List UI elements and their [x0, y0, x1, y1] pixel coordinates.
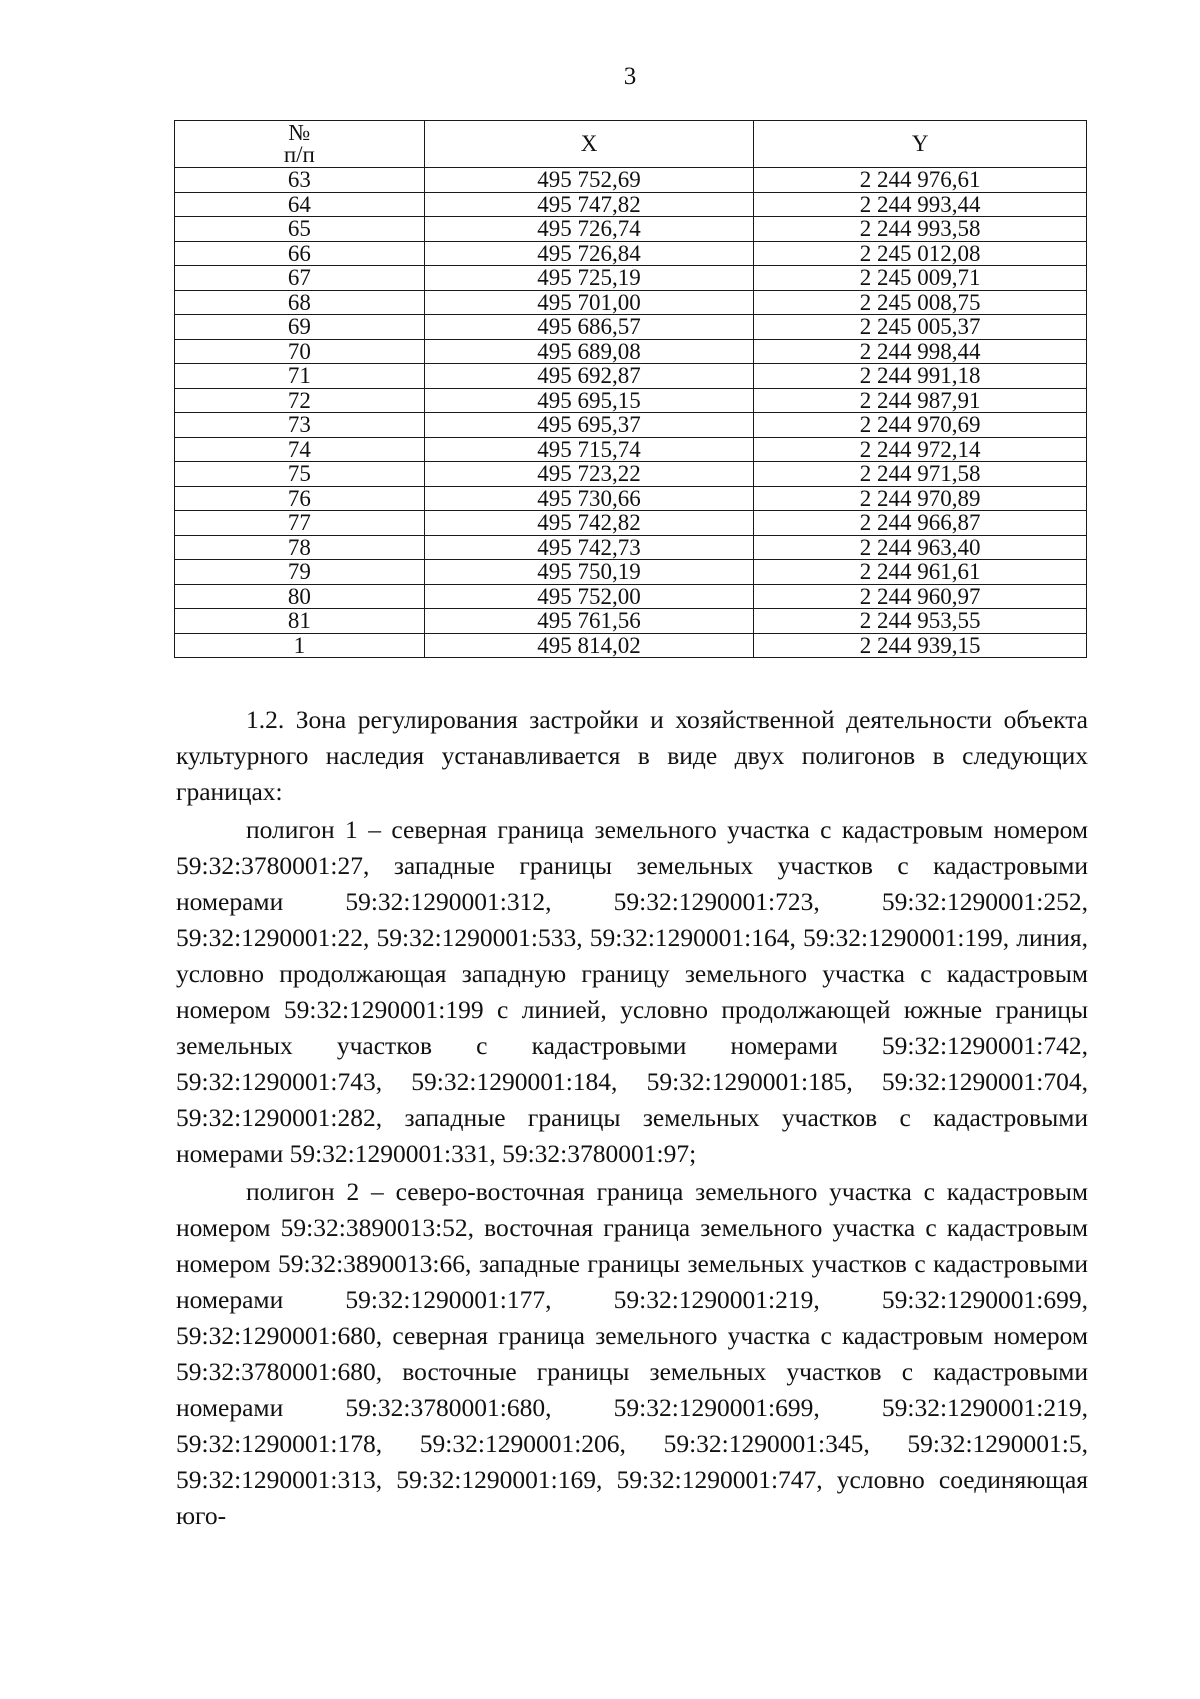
cell-number: 79 [175, 560, 425, 585]
table-row [175, 266, 1087, 291]
cell-y: 2 244 953,55 [754, 609, 1087, 634]
table-row [175, 217, 1087, 242]
coordinates-table [174, 120, 1087, 658]
body-text [176, 702, 1088, 1536]
cell-x: 495 814,02 [424, 633, 754, 658]
cell-y: 2 245 008,75 [754, 290, 1087, 315]
cell-y: 2 244 993,44 [754, 192, 1087, 217]
cell-number: 71 [175, 364, 425, 389]
cell-y: 2 244 972,14 [754, 437, 1087, 462]
cell-y: 2 245 012,08 [754, 241, 1087, 266]
table-row [175, 609, 1087, 634]
table-row [175, 462, 1087, 487]
table-row [175, 339, 1087, 364]
table-row [175, 192, 1087, 217]
cell-x: 495 725,19 [424, 266, 754, 291]
cell-number: 65 [175, 217, 425, 242]
cell-y: 2 244 970,69 [754, 413, 1087, 438]
paragraph-polygon-2: полигон 2 – северо-восточная граница земельного участка с кадастровым номером 59:32:3890013:52, восточная граница земельного участка с кадастровым номером 59:32:3890013:66, западные границы земельных участков с кадастровыми номерами 59:32:1290001:177, 59:32:1290001:219, 59:32:1290001:699, 59:32:1290001:680, северная граница земельного участка с кадастровым номером 59:32:3780001:680, восточные границы земельных участков с кадастровыми номерами 59:32:3780001:680, 59:32:1290001:699, 59:32:1290001:219, 59:32:1290001:178, 59:32:1290001:206, 59:32:1290001:345, 59:32:1290001:5, 59:32:1290001:313, 59:32:1290001:169, 59:32:1290001:747, условно соединяющая юго- [176, 1177, 1088, 1530]
table-row [175, 315, 1087, 340]
cell-x: 495 742,82 [424, 511, 754, 536]
table-row [175, 633, 1087, 658]
table-row [175, 511, 1087, 536]
cell-x: 495 761,56 [424, 609, 754, 634]
cell-y: 2 244 970,89 [754, 486, 1087, 511]
paragraph-zone-intro: 1.2. Зона регулирования застройки и хозяйственной деятельности объекта культурного наследия устанавливается в виде двух полигонов в следующих границах: [176, 705, 1088, 806]
cell-y: 2 244 960,97 [754, 584, 1087, 609]
cell-y: 2 244 991,18 [754, 364, 1087, 389]
cell-number: 75 [175, 462, 425, 487]
cell-y: 2 245 005,37 [754, 315, 1087, 340]
cell-number: 1 [175, 633, 425, 658]
cell-number: 64 [175, 192, 425, 217]
cell-y: 2 244 961,61 [754, 560, 1087, 585]
table-row [175, 168, 1087, 193]
cell-number: 78 [175, 535, 425, 560]
cell-x: 495 686,57 [424, 315, 754, 340]
header-y: Y [754, 121, 1087, 168]
cell-x: 495 715,74 [424, 437, 754, 462]
header-number-line2: п/п [283, 142, 315, 167]
cell-x: 495 723,22 [424, 462, 754, 487]
cell-x: 495 752,00 [424, 584, 754, 609]
table-row [175, 535, 1087, 560]
cell-number: 77 [175, 511, 425, 536]
table-row [175, 241, 1087, 266]
header-number-line1: № [288, 120, 311, 145]
cell-number: 67 [175, 266, 425, 291]
header-number [175, 121, 425, 168]
cell-number: 80 [175, 584, 425, 609]
cell-x: 495 726,84 [424, 241, 754, 266]
header-x: X [424, 121, 754, 168]
table-row [175, 437, 1087, 462]
cell-y: 2 244 963,40 [754, 535, 1087, 560]
table-header-row [175, 121, 1087, 168]
cell-number: 81 [175, 609, 425, 634]
cell-number: 72 [175, 388, 425, 413]
table-row [175, 413, 1087, 438]
cell-number: 63 [175, 168, 425, 193]
cell-number: 66 [175, 241, 425, 266]
paragraph-polygon-1: полигон 1 – северная граница земельного участка с кадастровым номером 59:32:3780001:27, западные границы земельных участков с кадастровыми номерами 59:32:1290001:312, 59:32:1290001:723, 59:32:1290001:252, 59:32:1290001:22, 59:32:1290001:533, 59:32:1290001:164, 59:32:1290001:199, линия, условно продолжающая западную границу земельного участка с кадастровым номером 59:32:1290001:199 с линией, условно продолжающей южные границы земельных участков с кадастровыми номерами 59:32:1290001:742, 59:32:1290001:743, 59:32:1290001:184, 59:32:1290001:185, 59:32:1290001:704, 59:32:1290001:282, западные границы земельных участков с кадастровыми номерами 59:32:1290001:331, 59:32:3780001:97; [176, 815, 1088, 1168]
table-row [175, 486, 1087, 511]
table-row [175, 388, 1087, 413]
cell-y: 2 244 966,87 [754, 511, 1087, 536]
cell-x: 495 701,00 [424, 290, 754, 315]
table-row [175, 290, 1087, 315]
cell-number: 73 [175, 413, 425, 438]
cell-x: 495 692,87 [424, 364, 754, 389]
cell-y: 2 244 976,61 [754, 168, 1087, 193]
table-body [175, 168, 1087, 658]
table-row [175, 364, 1087, 389]
cell-y: 2 244 993,58 [754, 217, 1087, 242]
cell-y: 2 244 987,91 [754, 388, 1087, 413]
cell-x: 495 730,66 [424, 486, 754, 511]
cell-number: 74 [175, 437, 425, 462]
cell-x: 495 695,15 [424, 388, 754, 413]
cell-x: 495 750,19 [424, 560, 754, 585]
cell-y: 2 244 971,58 [754, 462, 1087, 487]
cell-x: 495 726,74 [424, 217, 754, 242]
cell-number: 76 [175, 486, 425, 511]
cell-y: 2 245 009,71 [754, 266, 1087, 291]
cell-x: 495 742,73 [424, 535, 754, 560]
cell-y: 2 244 939,15 [754, 633, 1087, 658]
cell-x: 495 752,69 [424, 168, 754, 193]
page-number: 3 [623, 63, 637, 90]
cell-number: 69 [175, 315, 425, 340]
table-row [175, 584, 1087, 609]
table-row [175, 560, 1087, 585]
cell-x: 495 747,82 [424, 192, 754, 217]
cell-number: 68 [175, 290, 425, 315]
cell-x: 495 695,37 [424, 413, 754, 438]
cell-number: 70 [175, 339, 425, 364]
cell-x: 495 689,08 [424, 339, 754, 364]
cell-y: 2 244 998,44 [754, 339, 1087, 364]
